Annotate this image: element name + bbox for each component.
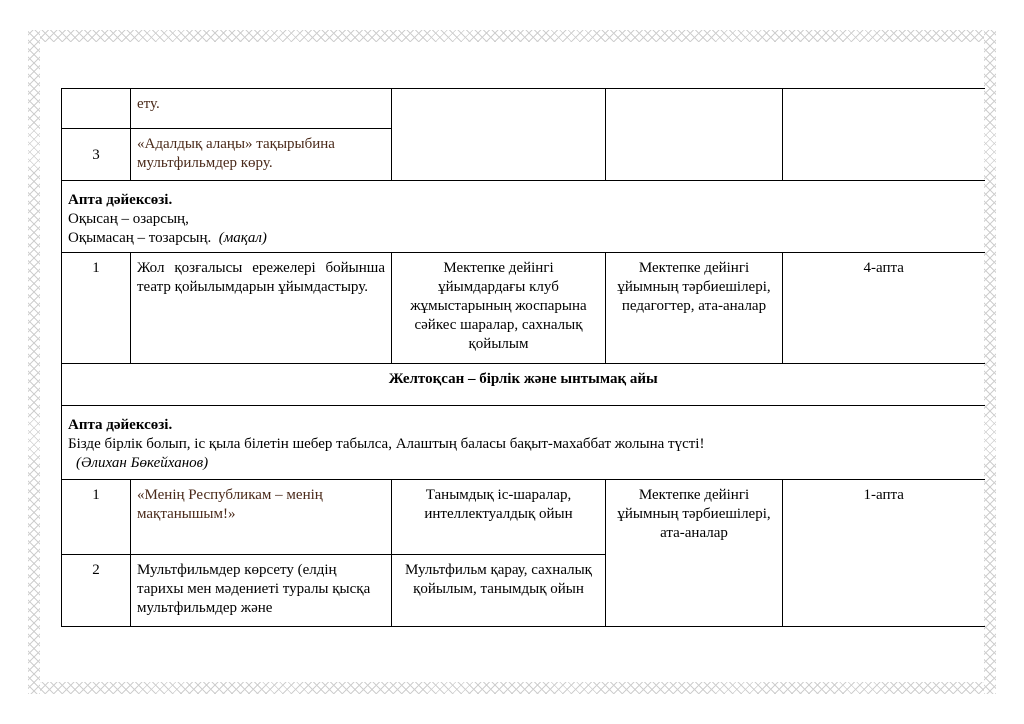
month-banner: Желтоқсан – бірлік және ынтымақ айы [62,364,985,406]
form-cell: Мультфильм қарау, сахналық қойылым, танымдық ойын [392,555,606,627]
plan-table [61,88,985,627]
row-number: 3 [62,129,131,181]
page-border-left [28,30,40,694]
quote-heading: Апта дәйексөзі. [68,192,173,208]
event-cell: «Адалдық алаңы» тақырыбина мультфильмдер көру. [131,129,392,181]
form-cell: Мектепке дейінгі ұйымдардағы клуб жұмыстарының жоспарына сәйкес шаралар, сахналық қойылым [392,253,606,364]
table-row [62,480,985,555]
quote-text: Бізде бірлік болып, іс қыла білетін шебер табылса, Алаштың баласы бақыт-махаббат жолына түсті! [68,436,705,452]
quote-block-2 [62,406,985,480]
quote-author: (Әлихан Бөкейханов) [76,455,209,471]
quote-block-1 [62,181,985,253]
form-cell [392,89,606,181]
page-border-bottom [28,682,996,694]
row-number: 2 [62,555,131,627]
responsible-cell [606,89,783,181]
responsible-cell: Мектепке дейінгі ұйымның тәрбиешілері, ата-аналар [606,480,783,627]
event-cell: Жол қозғалысы ережелері бойынша театр қойылымдарын ұйымдастыру. [131,253,392,364]
week-cell: 1-апта [783,480,985,627]
table-row [62,253,985,364]
event-cell: ету. [131,89,392,129]
quote-source: (мақал) [218,230,267,246]
quote-line-with-source [68,229,979,248]
event-cell: «Менің Республикам – менің мақтанышым!» [131,480,392,555]
event-cell: Мультфильмдер көрсету (елдің тарихы мен мәдениеті туралы қысқа мультфильмдер және [131,555,392,627]
responsible-cell: Мектепке дейінгі ұйымның тәрбиешілері, педагогтер, ата-аналар [606,253,783,364]
row-number [62,89,131,129]
month-banner-row [62,364,985,406]
week-cell [783,89,985,181]
form-cell: Танымдық іс-шаралар, интеллектуалдық ойын [392,480,606,555]
page-border-right [984,30,996,694]
week-cell: 4-апта [783,253,985,364]
quote-heading: Апта дәйексөзі. [68,417,173,433]
quote-line: Оқысаң – озарсың, [68,211,189,227]
row-number: 1 [62,253,131,364]
page-border-top [28,30,996,42]
row-number: 1 [62,480,131,555]
table-row [62,89,985,129]
quote-line: Оқымасаң – тозарсың. [68,230,212,246]
